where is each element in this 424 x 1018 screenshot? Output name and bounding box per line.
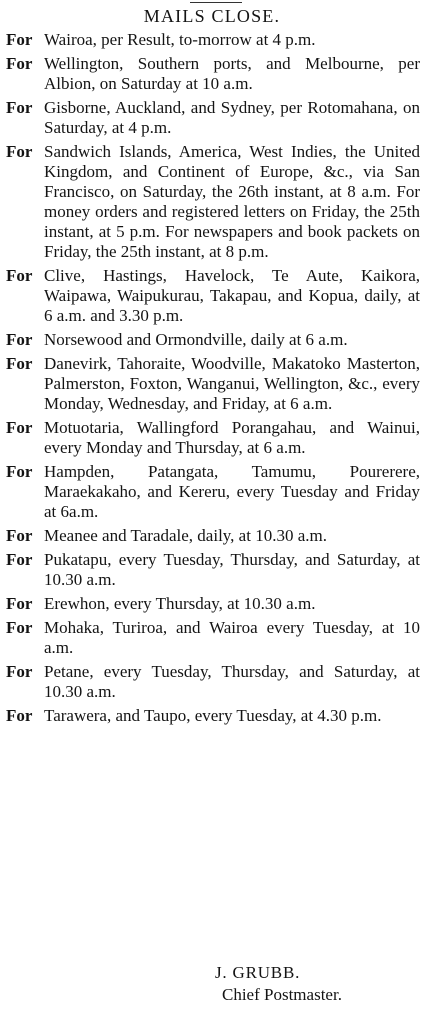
signature-block [0,962,424,1006]
entry-text: Gisborne, Auckland, and Sydney, per Rotomahana, on Saturday, at 4 p.m. [44,98,420,137]
entry-prefix: For [6,354,33,373]
entry-prefix: For [6,266,33,285]
schedule-entry-mohaka [0,618,424,658]
entry-prefix: For [6,330,33,349]
schedule-entry-petane [0,662,424,702]
entry-prefix: For [6,30,33,49]
entry-text: Wellington, Southern ports, and Melbourne, per Albion, on Saturday at 10 a.m. [44,54,420,93]
entry-prefix: For [6,526,33,545]
title-rule [190,2,242,3]
entry-text: Meanee and Taradale, daily, at 10.30 a.m. [44,526,327,545]
schedule-entry-pukatapu [0,550,424,590]
notice-heading: MAILS CLOSE. [143,6,281,26]
schedule-entry-erewhon [0,594,424,614]
schedule-entry-tarawera [0,706,424,726]
entry-text: Motuotaria, Wallingford Porangahau, and Wainui, every Monday and Thursday, at 6 a.m. [44,418,420,457]
schedule-entry-motuotaria [0,418,424,458]
schedule-entry-gisborne-rotomahana [0,98,424,138]
entry-prefix: For [6,462,33,481]
entry-prefix: For [6,618,33,637]
entry-text: Wairoa, per Result, to-morrow at 4 p.m. [44,30,316,49]
entry-prefix: For [6,550,33,569]
entry-prefix: For [6,706,33,725]
entry-text: Pukatapu, every Tuesday, Thursday, and Saturday, at 10.30 a.m. [44,550,420,589]
schedule-entry-norsewood [0,330,424,350]
signatory-name: J. GRUBB. [215,963,301,982]
schedule-entry-meanee [0,526,424,546]
mail-schedule-list [0,30,424,730]
entry-text: Danevirk, Tahoraite, Woodville, Makatoko Masterton, Palmerston, Foxton, Wanganui, Wellington, &c., every Monday, Wednesday, and Friday, at 6 a.m. [44,354,420,413]
schedule-entry-wellington-albion [0,54,424,94]
entry-text: Tarawera, and Taupo, every Tuesday, at 4.30 p.m. [44,706,382,725]
entry-text: Petane, every Tuesday, Thursday, and Saturday, at 10.30 a.m. [44,662,420,701]
entry-prefix: For [6,418,33,437]
schedule-entry-san-francisco [0,142,424,262]
entry-text: Hampden, Patangata, Tamumu, Pourerere, Maraekakaho, and Kereru, every Tuesday and Friday at 6a.m. [44,462,420,521]
entry-prefix: For [6,142,33,161]
schedule-entry-wairoa-result [0,30,424,50]
schedule-entry-clive-hastings [0,266,424,326]
entry-prefix: For [6,594,33,613]
entry-text: Mohaka, Turiroa, and Wairoa every Tuesday, at 10 a.m. [44,618,420,657]
entry-prefix: For [6,54,33,73]
schedule-entry-hampden [0,462,424,522]
entry-text: Norsewood and Ormondville, daily at 6 a.m. [44,330,348,349]
entry-prefix: For [6,662,33,681]
entry-text: Sandwich Islands, America, West Indies, the United Kingdom, and Continent of Europe, &c., via San Francisco, on Saturday, the 26th instant, at 8 a.m. For money orders and registered letters on Friday, the 25th instant, at 5 p.m. For newspapers and book packets on Friday, the 25th instant, at 8 p.m. [44,142,420,261]
schedule-entry-danevirk [0,354,424,414]
entry-prefix: For [6,98,33,117]
entry-text: Erewhon, every Thursday, at 10.30 a.m. [44,594,316,613]
entry-text: Clive, Hastings, Havelock, Te Aute, Kaikora, Waipawa, Waipukurau, Takapau, and Kopua, daily, at 6 a.m. and 3.30 p.m. [44,266,420,325]
signatory-title: Chief Postmaster. [222,985,342,1004]
